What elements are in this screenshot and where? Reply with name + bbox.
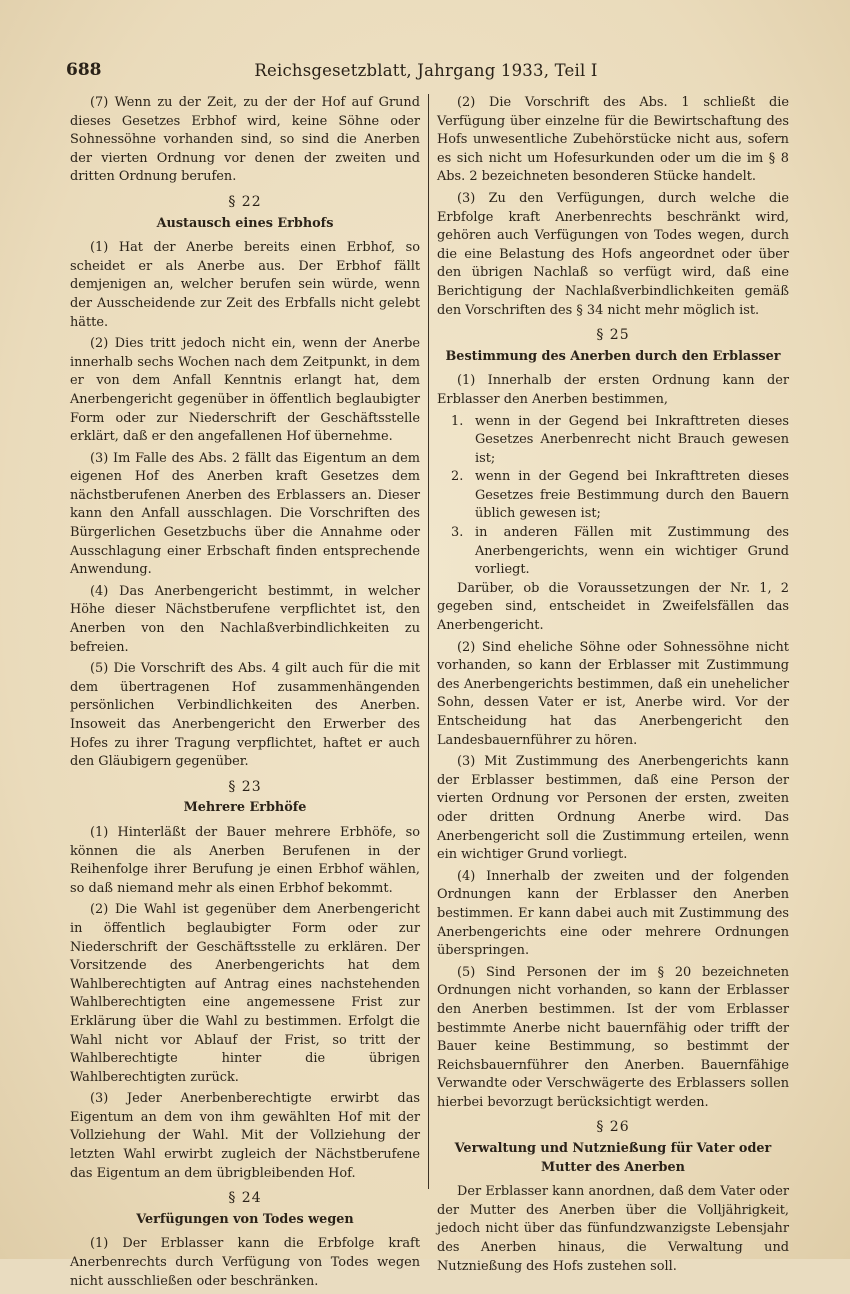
paragraph-24-3: (3) Zu den Verfügungen, durch welche die Erbfolge kraft Anerbenrechts beschränkt wird, gehören auch Verfügungen von Todes wegen, durch die eine Belastung des Hofs angeordnet oder über den übrigen Nachlaß so verfügt wird, daß eine Berichtigung der Nachlaßverbindlichkeiten gemäß den Vorschriften des § 34 nicht mehr möglich ist. — [437, 190, 789, 318]
paragraph-25-1: (1) Innerhalb der ersten Ordnung kann der Erblasser den Anerben bestimmen, — [437, 373, 789, 407]
paragraph-25-3: (3) Mit Zustimmung des Anerbengerichts kann der Erblasser bestimmen, daß eine Person der vierten Ordnung vor Personen der ersten, zweiten oder dritten Ordnung Anerbe wird. Das Anerbengericht soll die Zustimmung erteilen, wenn ein wichtiger Grund vorliegt. — [437, 754, 789, 863]
list-item-number: 3. — [451, 525, 464, 541]
paragraph-25-5: (5) Sind Personen der im § 20 bezeichneten Ordnungen nicht vorhanden, so kann der Erblasser den Anerben bestimmen. Ist der vom Erblasser bestimmte Anerbe nicht bauernfähig oder trifft der Bauer keine Bestimmung, so bestimmt der Reichsbauernführer den Anerben. Bauernfähige Verwandte oder Verschwägerte des Erblassers sollen hierbei bevorzugt berücksichtigt werden. — [437, 964, 789, 1110]
page-header — [66, 60, 786, 84]
section-22-number: § 22 — [228, 193, 262, 210]
page-number: 688 — [66, 60, 102, 80]
paragraph-23-3: (3) Jeder Anerbenberechtigte erwirbt das Eigentum an dem von ihm gewählten Hof mit der Vollziehung der Wahl. Mit der Vollziehung der letzten Wahl erwirbt zugleich der Nächstberufene das Eigentum an dem übrigbleibenden Hof. — [70, 1091, 420, 1181]
paragraph-23-2: (2) Die Wahl ist gegenüber dem Anerbengericht in öffentlich beglaubigter Form oder zur Niederschrift der Geschäftsstelle zu erklären. Der Vorsitzende des Anerbengerichts hat dem Wahlberechtigten auf Antrag eines nachstehenden Wahlberechtigten eine angemessene Frist zur Erklärung über die Wahl zu bestimmen. Erfolgt die Wahl nicht vor Ablauf der Frist, so tritt der Wahlberechtigte hinter die übrigen Wahlberechtigten zurück. — [70, 902, 420, 1085]
paragraph-22-2: (2) Dies tritt jedoch nicht ein, wenn der Anerbe innerhalb sechs Wochen nach dem Zeitpunkt, in dem er von dem Anfall Kenntnis erlangt hat, dem Anerbengericht gegenüber in öffentlich beglaubigter Form oder zur Niederschrift der Geschäftsstelle erklärt, daß er den angefallenen Hof übernehme. — [70, 336, 420, 445]
list-item — [437, 524, 789, 580]
paragraph-21-7: (7) Wenn zu der Zeit, zu der der Hof auf Grund dieses Gesetzes Erbhof wird, keine Söhne oder Sohnessöhne vorhanden sind, so sind die Anerben der vierten Ordnung vor denen der zweiten und dritten Ordnung berufen. — [70, 95, 420, 185]
section-22-title: Austausch eines Erbhofs — [156, 215, 334, 231]
section-24-number: § 24 — [228, 1190, 262, 1207]
paragraph-22-5: (5) Die Vorschrift des Abs. 4 gilt auch für die mit dem übertragenen Hof zusammenhängenden persönlichen Verbindlichkeiten des Anerben. Insoweit das Anerbengericht den Erwerber des Hofes zu ihrer Tragung verpflichtet, haftet er auch den Gläubigern gegenüber. — [70, 661, 420, 770]
section-26-number: § 26 — [596, 1119, 630, 1136]
paragraph-25-1-after: Darüber, ob die Voraussetzungen der Nr. 1, 2 gegeben sind, entscheidet in Zweifelsfällen das Anerbengericht. — [437, 580, 789, 634]
paragraph-22-3: (3) Im Falle des Abs. 2 fällt das Eigentum an dem eigenen Hof des Anerben kraft Gesetzes dem nächstberufenen Anerben des Erblassers an. Dieser kann den Anfall ausschlagen. Die Vorschriften des Bürgerlichen Gesetzbuchs über die Annahme oder Ausschlagung einer Erbschaft finden entsprechende Anwendung. — [70, 450, 420, 578]
list-item-text: wenn in der Gegend bei Inkrafttreten dieses Gesetzes Anerbenrecht nicht Brauch gewesen ist; — [475, 413, 789, 466]
section-23-title: Mehrere Erbhöfe — [183, 800, 307, 816]
running-title: Reichsgesetzblatt, Jahrgang 1933, Teil I — [254, 61, 598, 80]
list-item — [437, 413, 789, 469]
list-item-text: wenn in der Gegend bei Inkrafttreten dieses Gesetzes freie Bestimmung durch den Bauern üblich gewesen ist; — [475, 469, 789, 522]
left-column — [70, 94, 420, 1294]
right-column — [437, 94, 789, 1279]
column-divider — [428, 94, 429, 1189]
paragraph-22-1: (1) Hat der Anerbe bereits einen Erbhof, so scheidet er als Anerbe aus. Der Erbhof fällt demjenigen an, welcher berufen sein würde, wenn der Ausscheidende zur Zeit des Erbfalls nicht gelebt hätte. — [70, 240, 420, 330]
list-item-number: 2. — [451, 469, 464, 485]
paragraph-25-4: (4) Innerhalb der zweiten und der folgenden Ordnungen kann der Erblasser den Anerben bestimmen. Er kann dabei auch mit Zustimmung des Anerbengerichts eine oder mehrere Ordnungen überspringen. — [437, 868, 789, 959]
paragraph-23-1: (1) Hinterläßt der Bauer mehrere Erbhöfe, so können die als Anerben Berufenen in der Reihenfolge ihrer Berufung je einen Erbhof wählen, so daß niemand mehr als einen Erbhof bekommt. — [70, 824, 420, 896]
section-25-title: Bestimmung des Anerben durch den Erblasser — [445, 348, 781, 364]
section-25-number: § 25 — [596, 327, 630, 344]
list-item — [437, 468, 789, 524]
list-item-text: in anderen Fällen mit Zustimmung des Anerbengerichts, wenn ein wichtiger Grund vorliegt. — [475, 525, 789, 578]
section-23-number: § 23 — [228, 778, 262, 795]
paragraph-25-2: (2) Sind eheliche Söhne oder Sohnessöhne nicht vorhanden, so kann der Erblasser mit Zustimmung des Anerbengerichts bestimmen, daß ein unehelicher Sohn, dessen Vater er ist, Anerbe wird. Vor der Entscheidung hat das Anerbengericht den Landesbauernführer zu hören. — [437, 639, 789, 748]
paragraph-22-4: (4) Das Anerbengericht bestimmt, in welcher Höhe dieser Nächstberufene verpflichtet ist, den Anerben von den Nachlaßverbindlichkeiten zu befreien. — [70, 583, 420, 655]
paragraph-24-1: (1) Der Erblasser kann die Erbfolge kraft Anerbenrechts durch Verfügung von Todes wegen nicht ausschließen oder beschränken. — [70, 1236, 420, 1289]
list-item-number: 1. — [451, 413, 464, 429]
paragraph-26-1: Der Erblasser kann anordnen, daß dem Vater oder der Mutter des Anerben über die Volljährigkeit, jedoch nicht über das fünfundzwanzigste Lebensjahr des Anerben hinaus, die Verwaltung und Nutznießung des Hofs zustehen soll. — [437, 1184, 789, 1274]
section-24-title: Verfügungen von Todes wegen — [136, 1211, 354, 1227]
paragraph-24-2: (2) Die Vorschrift des Abs. 1 schließt die Verfügung über einzelne für die Bewirtschaftung des Hofs unwesentliche Zubehörstücke nicht aus, sofern es sich nicht um Hofesurkunden oder um die im § 8 Abs. 2 bezeichneten besonderen Stücke handelt. — [437, 95, 789, 185]
section-26-title: Verwaltung und Nutznießung für Vater oder Mutter des Anerben — [454, 1141, 772, 1175]
